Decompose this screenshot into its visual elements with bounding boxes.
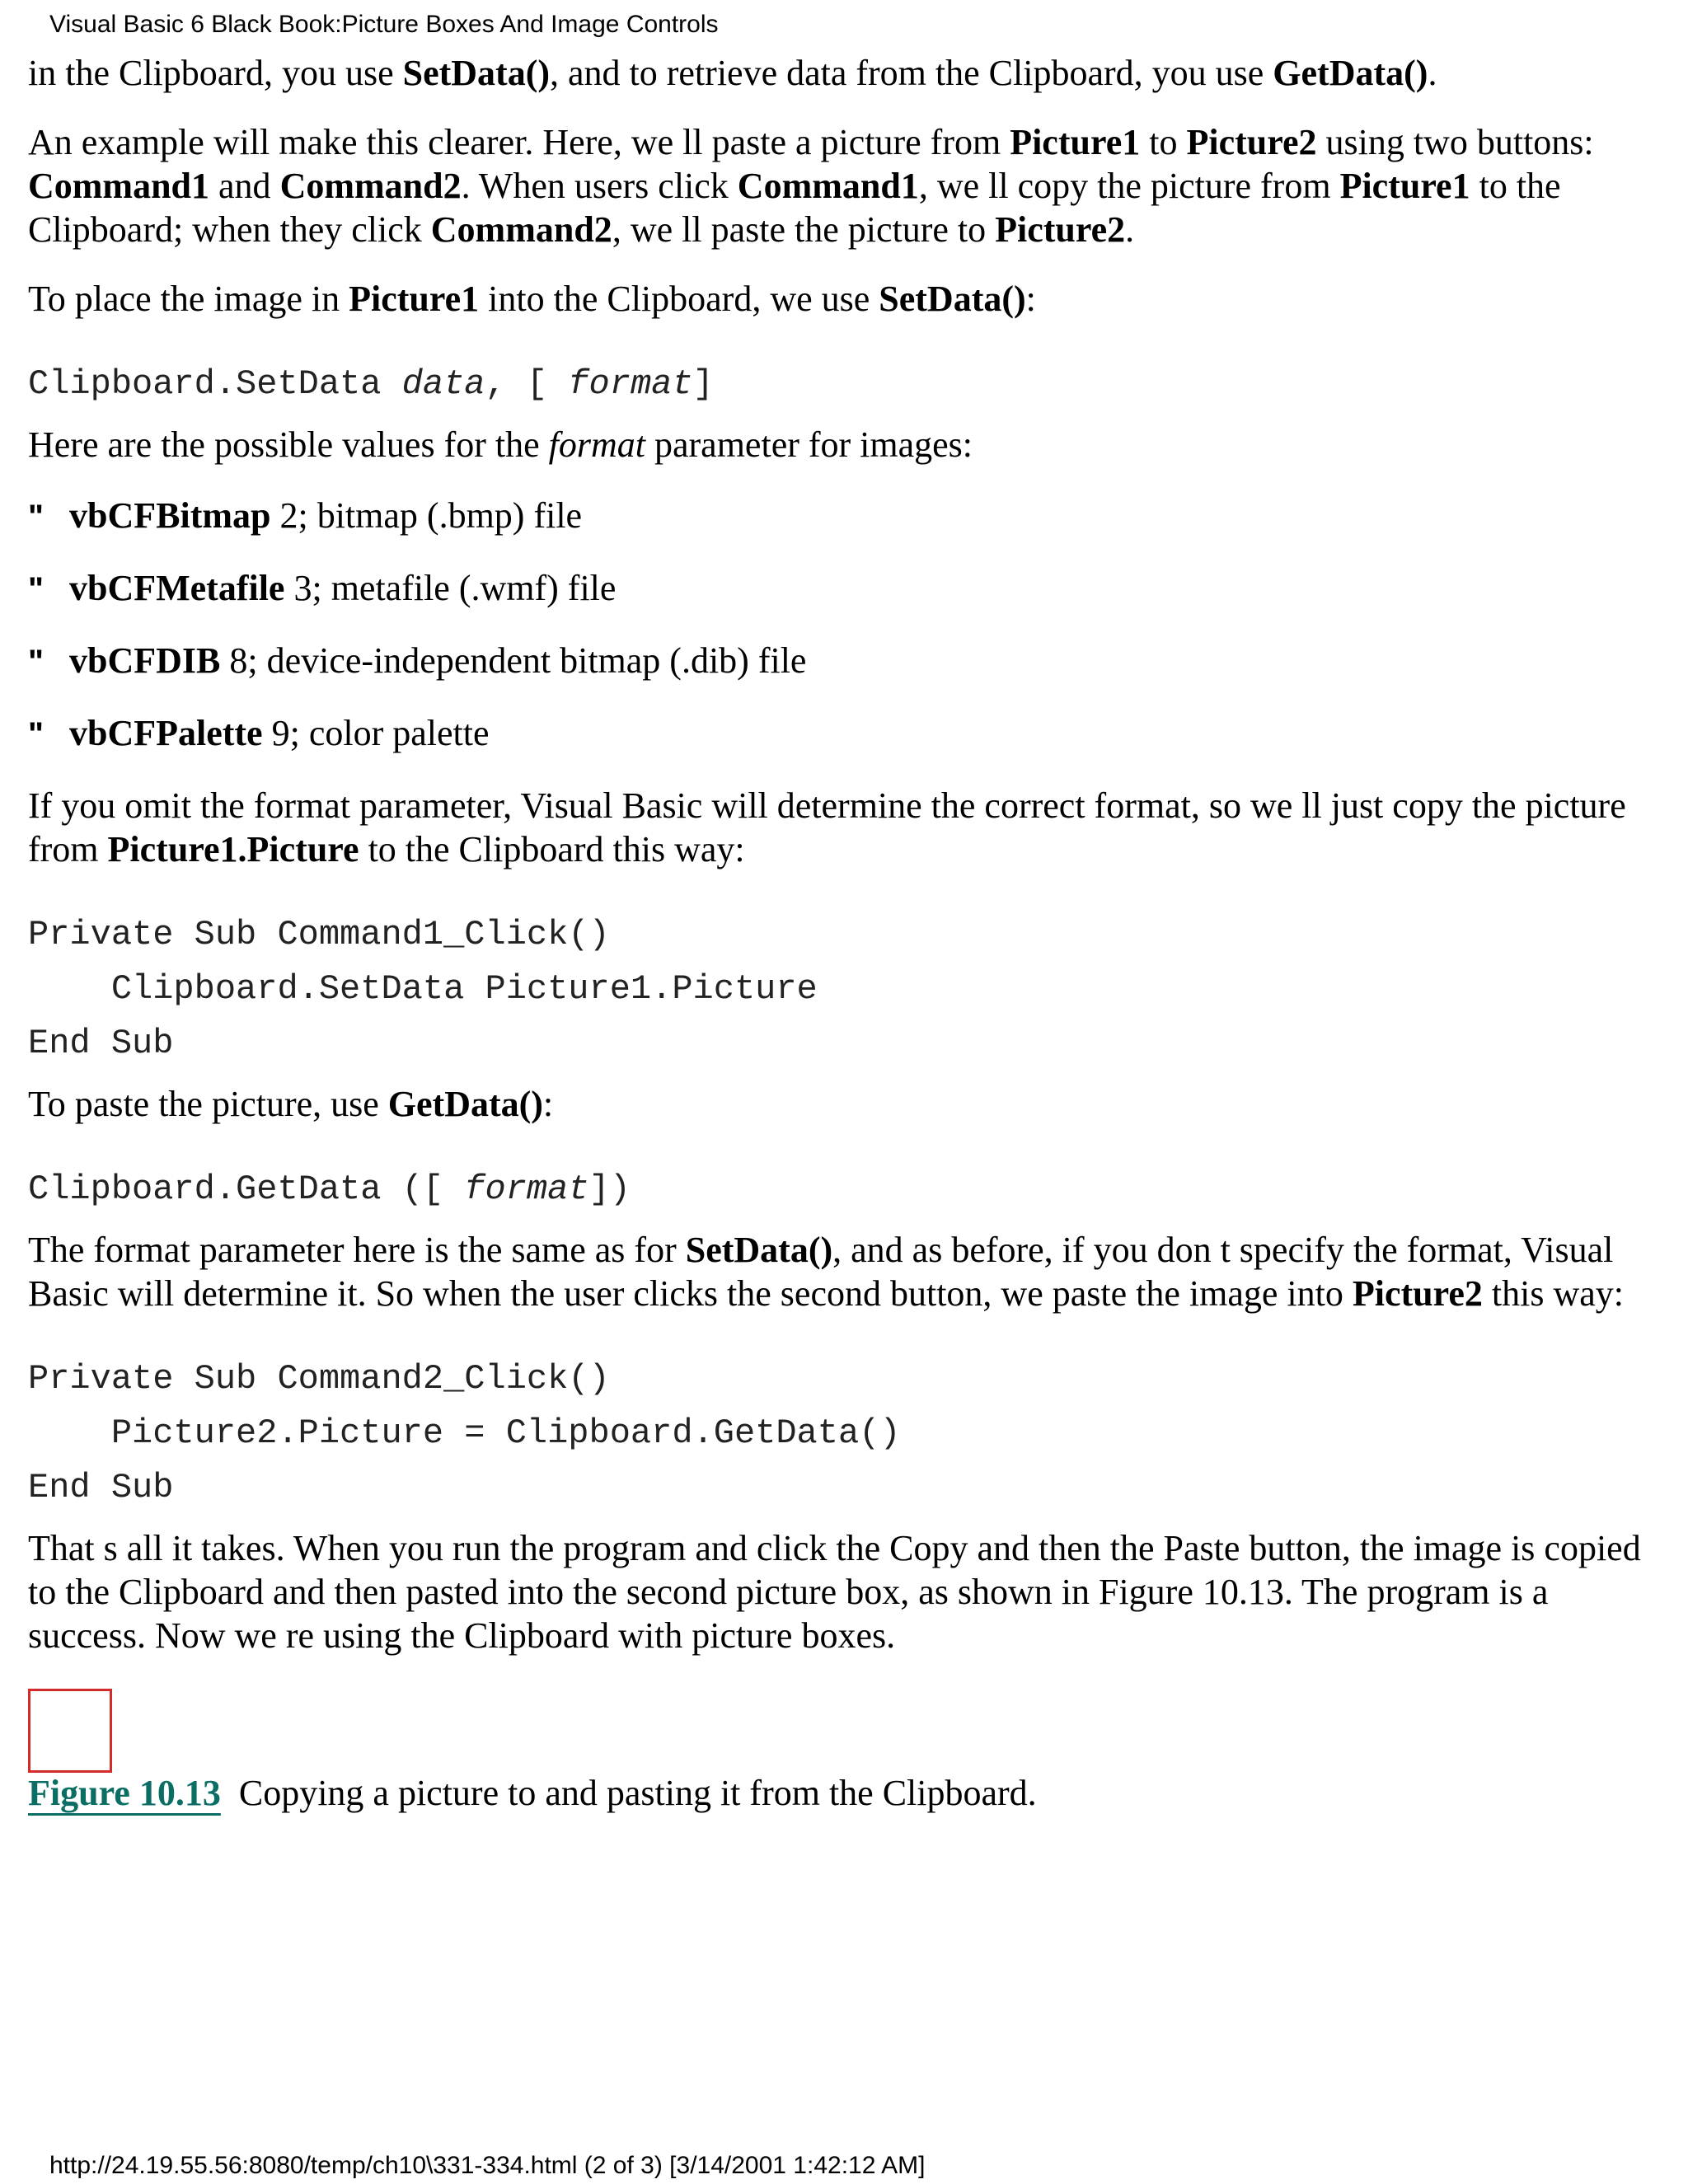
figure-caption (28, 1771, 1660, 1815)
text: into the Clipboard, we use (479, 279, 879, 319)
keyword: Command1 (737, 166, 919, 206)
bullet-mark: " (28, 571, 44, 607)
paragraph-format-same (28, 1228, 1660, 1315)
document-body (28, 51, 1660, 1815)
keyword: Picture2 (1186, 122, 1317, 162)
text: , and to retrieve data from the Clipboard, you use (550, 53, 1273, 93)
code-line: Clipboard.SetData Picture1.Picture (28, 969, 818, 1009)
text: If you omit the format parameter, Visual Basic will determine the correct format, so we ll just copy the picture from (28, 785, 1626, 869)
code-text: , [ (485, 364, 569, 404)
paragraph-conclusion: That s all it takes. When you run the program and click the Copy and then the Paste button, the image is copied to the Clipboard and then pasted into the second picture box, as shown in Figure 10.13. The program is a success. Now we re using the Clipboard with picture boxes. (28, 1528, 1641, 1656)
code-setdata-syntax (28, 357, 1660, 411)
text: Here are the possible values for the (28, 424, 549, 465)
broken-image-placeholder (28, 1689, 112, 1773)
keyword: GetData() (387, 1084, 543, 1124)
text: , we ll copy the picture from (918, 166, 1340, 206)
keyword: Picture1.Picture (107, 829, 359, 869)
keyword: Command2 (430, 209, 612, 250)
paragraph-format-values (28, 423, 1660, 466)
keyword: Command1 (28, 166, 210, 206)
caption-text: Copying a picture to and pasting it from the Clipboard. (220, 1773, 1037, 1813)
code-line: End Sub (28, 1024, 174, 1063)
list-item (28, 566, 1660, 612)
keyword: Picture1 (349, 279, 480, 319)
format-desc: 8; device-independent bitmap (.dib) file (220, 640, 807, 681)
text: , we ll paste the picture to (612, 209, 996, 250)
list-item (28, 494, 1660, 539)
code-arg: data (401, 364, 485, 404)
code-arg: format (464, 1169, 589, 1209)
code-text: ]) (588, 1169, 631, 1209)
text: To paste the picture, use (28, 1084, 388, 1124)
code-line: Picture2.Picture = Clipboard.GetData() (28, 1413, 901, 1453)
text: An example will make this clearer. Here, we ll paste a picture from (28, 122, 1010, 162)
keyword: Picture1 (1010, 122, 1141, 162)
text: using two buttons: (1316, 122, 1594, 162)
paragraph-example (28, 120, 1660, 251)
paragraph-omit-format (28, 784, 1660, 871)
bullet-mark: " (28, 716, 44, 752)
code-line: Private Sub Command1_Click() (28, 915, 610, 954)
format-desc: 3; metafile (.wmf) file (284, 568, 617, 608)
code-text: Clipboard.GetData ([ (28, 1169, 465, 1209)
keyword: Command2 (279, 166, 462, 206)
code-text: Clipboard.SetData (28, 364, 402, 404)
text: in the Clipboard, you use (28, 53, 403, 93)
code-command1-click (28, 907, 1660, 1071)
format-list (28, 494, 1660, 757)
text: parameter for images: (645, 424, 973, 465)
paragraph-paste-intro (28, 1082, 1660, 1126)
format-desc: 9; color palette (262, 713, 490, 753)
keyword: Picture1 (1339, 166, 1470, 206)
page-header: Visual Basic 6 Black Book:Picture Boxes And Image Controls (49, 11, 719, 38)
list-item (28, 711, 1660, 757)
keyword-getdata: GetData() (1273, 53, 1428, 93)
format-name: vbCFDIB (69, 640, 221, 681)
page-footer-url: http://24.19.55.56:8080/temp/ch10\331-334.html (2 of 3) [3/14/2001 1:42:12 AM] (49, 2152, 926, 2179)
code-text: ] (692, 364, 714, 404)
italic-term: format (548, 424, 645, 465)
keyword: Picture2 (995, 209, 1126, 250)
text: . When users click (461, 166, 738, 206)
text: : (1025, 279, 1036, 319)
text: , and as before, if you don t specify the format, Visual Basic will determine it. So when the user clicks the second button, we paste the image into (28, 1230, 1614, 1314)
code-getdata-syntax (28, 1162, 1660, 1216)
paragraph-setdata-intro (28, 277, 1660, 321)
text: to (1140, 122, 1187, 162)
keyword: SetData() (685, 1230, 833, 1270)
code-line: Private Sub Command2_Click() (28, 1359, 610, 1399)
bullet-mark: " (28, 499, 44, 535)
keyword: Picture2 (1352, 1273, 1483, 1314)
code-line: End Sub (28, 1468, 174, 1507)
text: The format parameter here is the same as for (28, 1230, 686, 1270)
figure-link[interactable]: Figure 10.13 (28, 1773, 221, 1813)
text: and (209, 166, 280, 206)
paragraph-clipboard-intro (28, 51, 1660, 95)
format-desc: 2; bitmap (.bmp) file (270, 495, 583, 536)
text: : (542, 1084, 554, 1124)
bullet-mark: " (28, 644, 44, 680)
format-name: vbCFPalette (69, 713, 263, 753)
format-name: vbCFMetafile (69, 568, 285, 608)
format-name: vbCFBitmap (69, 495, 271, 536)
code-arg: format (568, 364, 693, 404)
text: this way: (1482, 1273, 1624, 1314)
text: To place the image in (28, 279, 349, 319)
text: to the Clipboard this way: (359, 829, 745, 869)
list-item (28, 639, 1660, 684)
code-command2-click (28, 1352, 1660, 1515)
text: to the Clipboard; when they click (28, 166, 1561, 250)
keyword-setdata: SetData() (402, 53, 550, 93)
text: . (1428, 53, 1437, 93)
text: . (1125, 209, 1135, 250)
keyword: SetData() (879, 279, 1026, 319)
